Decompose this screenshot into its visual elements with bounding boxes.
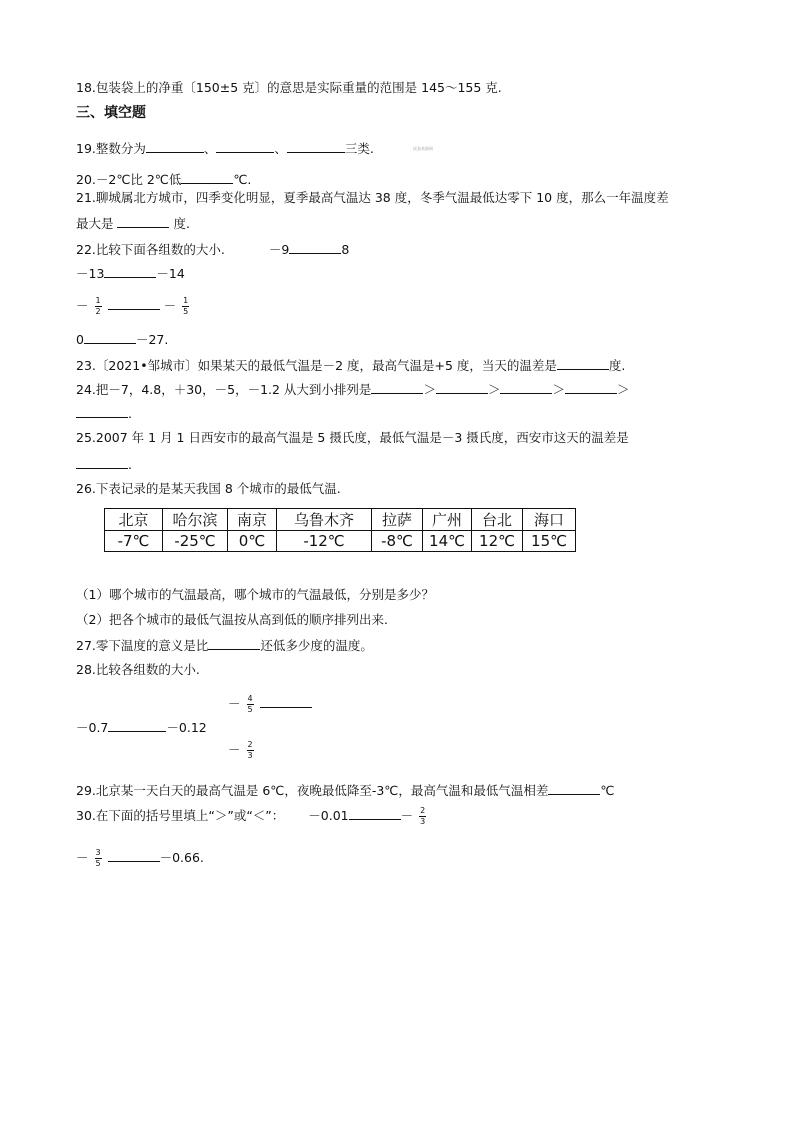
city-temperature-table (104, 508, 576, 552)
answer-blank[interactable] (208, 636, 260, 650)
answer-blank[interactable] (146, 139, 204, 153)
answer-blank[interactable] (108, 848, 160, 862)
question-27: 27.零下温度的意义是比 还低多少度的温度。 (76, 638, 373, 653)
question-28-a: －0.7 －0.12 (76, 720, 207, 735)
fraction: $\frac{1}{2}$ (95, 296, 101, 316)
answer-blank[interactable] (108, 718, 166, 732)
city-cell: 北京 (105, 509, 163, 531)
temp-cell: 0℃ (228, 531, 277, 552)
question-23: 23.〔2021•邹城市〕如果某天的最低气温是－2 度，最高气温是+5 度，当天的温差是 度. (76, 358, 626, 373)
question-25-line1: 25.2007 年 1 月 1 日西安市的最高气温是 5 摄氏度，最低气温是－3 摄氏度，西安市这天的温差是 (76, 430, 629, 445)
question-30-b: － $\frac{3}{5}$ －0.66. (76, 848, 204, 868)
question-26-sub1: （1）哪个城市的气温最高，哪个城市的气温最低，分别是多少？ (76, 587, 434, 602)
question-21-line1: 21.聊城属北方城市，四季变化明显，夏季最高气温达 38 度，冬季气温最低达零下 10 度，那么一年温度差 (76, 190, 669, 205)
answer-blank[interactable] (500, 380, 552, 394)
question-29: 29.北京某一天白天的最高气温是 6℃，夜晚最低降至-3℃，最高气温和最低气温相差 ℃ (76, 783, 615, 798)
city-cell: 拉萨 (372, 509, 423, 531)
question-22-b: －13 －14 (76, 266, 185, 281)
question-19: 19.整数分为 、 、 三类. (76, 141, 374, 156)
question-28-c: － $\frac{2}{3}$ (228, 740, 253, 760)
answer-blank[interactable] (181, 170, 233, 184)
city-cell: 广州 (423, 509, 472, 531)
question-25-line2: . (76, 455, 132, 473)
question-22-c: － $\frac{1}{2}$ － $\frac{1}{5}$ (76, 296, 189, 316)
city-cell: 哈尔滨 (163, 509, 228, 531)
temp-cell: -8℃ (372, 531, 423, 552)
temp-cell: 12℃ (472, 531, 523, 552)
tiny-watermark: 试卷来源网 (413, 146, 433, 151)
temp-cell: 14℃ (423, 531, 472, 552)
question-26-intro: 26.下表记录的是某天我国 8 个城市的最低气温. (76, 481, 341, 496)
temp-cell: 15℃ (523, 531, 576, 552)
answer-blank[interactable] (436, 380, 488, 394)
answer-blank[interactable] (565, 380, 617, 394)
answer-blank[interactable] (289, 240, 341, 254)
question-24: 24.把－7，4.8，＋30，－5，－1.2 从大到小排列是 ＞ ＞ ＞ ＞ (76, 382, 630, 397)
fraction: $\frac{3}{5}$ (95, 848, 101, 868)
answer-blank[interactable] (349, 806, 401, 820)
question-28-intro: 28.比较各组数的大小. (76, 662, 200, 677)
answer-blank[interactable] (287, 139, 345, 153)
question-22-intro: 22.比较下面各组数的大小. －9 8 (76, 242, 350, 257)
temp-cell: -12℃ (277, 531, 372, 552)
answer-blank[interactable] (371, 380, 423, 394)
answer-blank[interactable] (557, 356, 609, 370)
fraction: $\frac{2}{3}$ (420, 806, 426, 826)
question-26-sub2: （2）把各个城市的最低气温按从高到低的顺序排列出来. (76, 612, 388, 627)
temp-cell: -25℃ (163, 531, 228, 552)
answer-blank[interactable] (76, 404, 128, 418)
city-cell: 南京 (228, 509, 277, 531)
question-30-a: 30.在下面的括号里填上“＞”或“＜”： －0.01 － $\frac{2}{3}$ (76, 806, 426, 826)
question-18: 18.包装袋上的净重〔150±5 克〕的意思是实际重量的范围是 145～155 克. (76, 80, 502, 95)
answer-blank[interactable] (104, 264, 156, 278)
question-21-line2: 最大是 度. (76, 216, 190, 231)
answer-blank[interactable] (216, 139, 274, 153)
city-cell: 乌鲁木齐 (277, 509, 372, 531)
temp-cell: -7℃ (105, 531, 163, 552)
question-24-line2: . (76, 404, 132, 422)
question-20: 20.－2℃比 2℃低 ℃. (76, 172, 252, 187)
fraction: $\frac{4}{5}$ (247, 694, 253, 714)
question-22-d: 0 －27. (76, 332, 169, 347)
section-title: 三、填空题 (76, 105, 146, 121)
city-cell: 台北 (472, 509, 523, 531)
answer-blank[interactable] (84, 330, 136, 344)
fraction: $\frac{2}{3}$ (247, 740, 253, 760)
answer-blank[interactable] (117, 214, 169, 228)
answer-blank[interactable] (108, 296, 160, 310)
city-cell: 海口 (523, 509, 576, 531)
answer-blank[interactable] (76, 455, 128, 469)
fraction: $\frac{1}{5}$ (183, 296, 189, 316)
answer-blank[interactable] (548, 781, 600, 795)
answer-blank[interactable] (260, 694, 312, 708)
question-28-b: － $\frac{4}{5}$ (228, 694, 312, 715)
